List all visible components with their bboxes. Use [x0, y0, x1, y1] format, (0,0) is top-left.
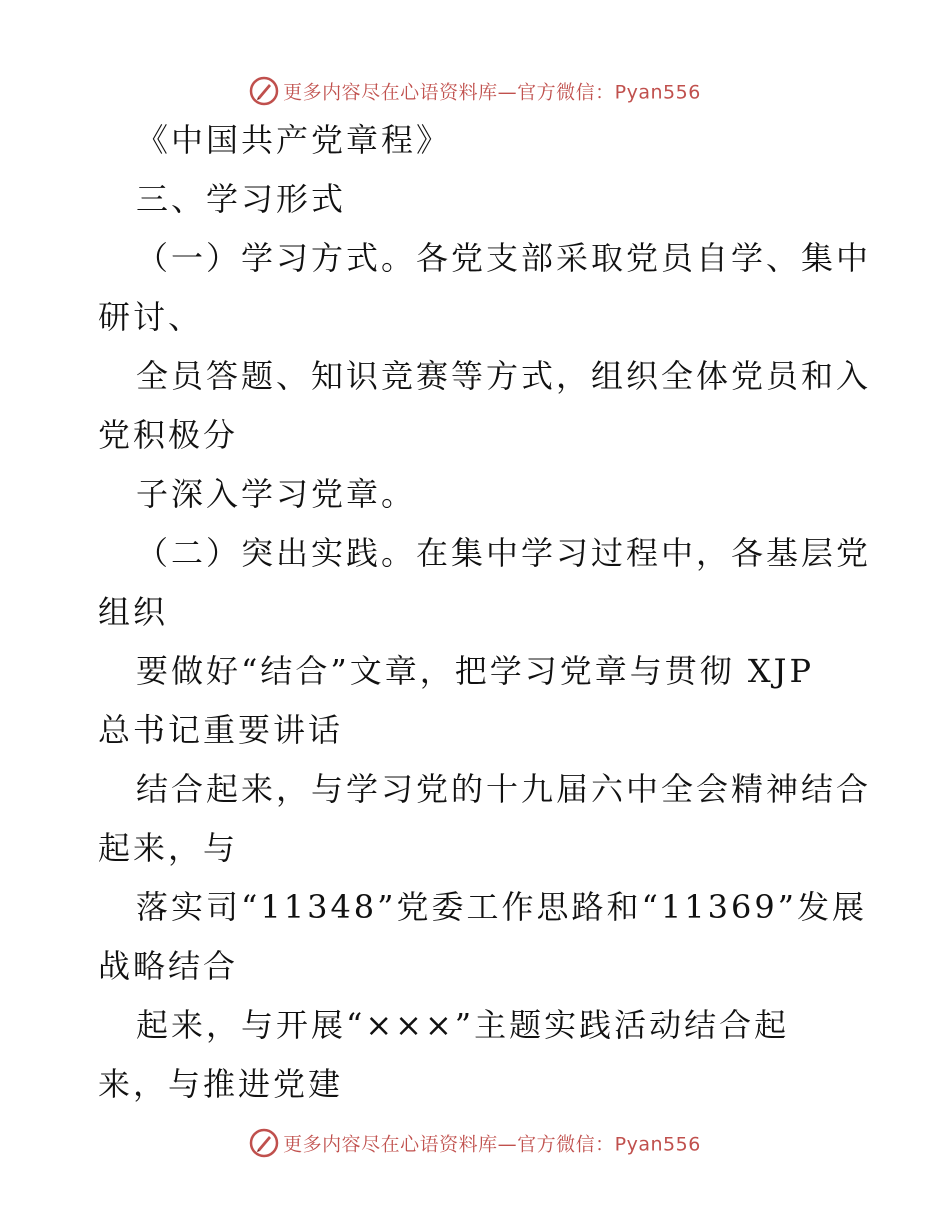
paragraph-line: 全员答题、知识竞赛等方式，组织全体党员和入	[136, 357, 872, 395]
doc-title-line: 《中国共产党章程》	[136, 121, 452, 159]
watermark-text: 更多内容尽在心语资料库—官方微信：Pyan556	[283, 81, 701, 104]
paragraph-line: 来，与推进党建	[98, 1065, 344, 1103]
paragraph-line: 研讨、	[98, 298, 204, 336]
footer-watermark	[0, 1128, 950, 1158]
watermark-text: 更多内容尽在心语资料库—官方微信：Pyan556	[283, 1133, 701, 1156]
paragraph-line: 党积极分	[98, 416, 239, 454]
paragraph-line: 起来，与	[98, 829, 239, 867]
paragraph-line: 总书记重要讲话	[98, 711, 344, 749]
paragraph-line: 组织	[98, 593, 169, 631]
paragraph-line: 子深入学习党章。	[136, 475, 417, 513]
paragraph-line: （一）学习方式。各党支部采取党员自学、集中	[136, 239, 872, 277]
quill-logo-icon	[249, 1128, 279, 1158]
paragraph-line: 要做好“结合”文章，把学习党章与贯彻 XJP	[136, 652, 815, 690]
paragraph-line: 落实司“11348”党委工作思路和“11369”发展	[136, 888, 868, 926]
paragraph-line: 结合起来，与学习党的十九届六中全会精神结合	[136, 770, 872, 808]
paragraph-line: （二）突出实践。在集中学习过程中，各基层党	[136, 534, 872, 572]
paragraph-line: 起来，与开展“×××”主题实践活动结合起	[136, 1006, 790, 1044]
paragraph-line: 战略结合	[98, 947, 239, 985]
header-watermark	[0, 76, 950, 106]
section-heading: 三、学习形式	[136, 180, 347, 218]
quill-logo-icon	[249, 76, 279, 106]
